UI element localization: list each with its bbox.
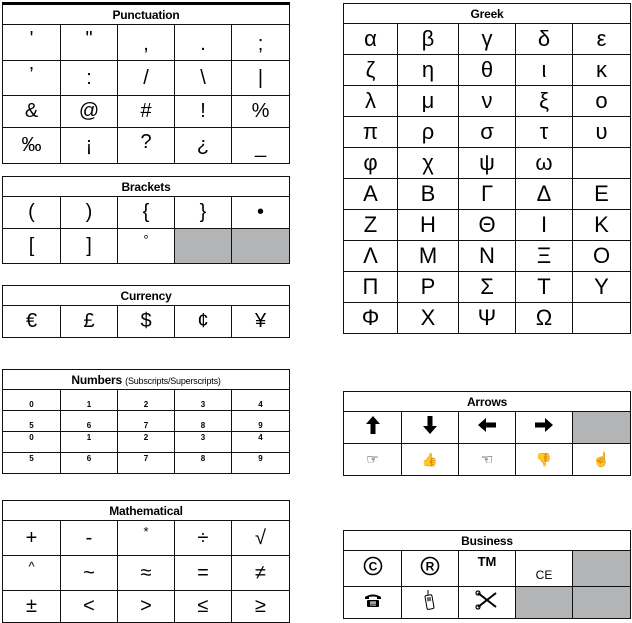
char-equals[interactable]: = (175, 556, 232, 591)
subscript-4[interactable]: 4 (232, 390, 290, 411)
char-right-bracket[interactable]: ] (61, 229, 118, 264)
greek-title: Greek (344, 4, 631, 24)
greek-capital-omicron[interactable]: Ο (573, 241, 631, 272)
subscript-0[interactable]: 0 (3, 390, 61, 411)
char-per-mille[interactable]: ‰ (3, 128, 61, 164)
greek-capital-beta[interactable]: Β (398, 179, 459, 210)
char-euro[interactable]: € (3, 306, 61, 338)
numbers-subtitle: (Subscripts/Superscripts) (125, 375, 221, 386)
greek-capital-gamma[interactable]: Γ (459, 179, 516, 210)
brackets-title: Brackets (3, 177, 290, 197)
registered-icon (420, 556, 440, 576)
greek-gamma[interactable]: γ (459, 24, 516, 55)
thumbs-down-cell[interactable] (516, 444, 573, 476)
char-yen[interactable]: ¥ (232, 306, 290, 338)
char-ce-mark[interactable] (516, 551, 573, 587)
char-exclamation[interactable]: ! (175, 96, 232, 128)
greek-chi[interactable]: χ (398, 148, 459, 179)
greek-psi[interactable]: ψ (459, 148, 516, 179)
business-title: Business (344, 531, 631, 551)
scissors-cell[interactable] (459, 587, 516, 619)
greek-kappa[interactable]: κ (573, 55, 631, 86)
greek-epsilon[interactable]: ε (573, 24, 631, 55)
subscript-5[interactable]: 5 (3, 411, 61, 432)
subscript-6[interactable]: 6 (61, 411, 118, 432)
greek-pi[interactable]: π (344, 117, 398, 148)
char-period[interactable]: . (175, 25, 232, 61)
char-divide[interactable]: ÷ (175, 521, 232, 556)
greek-alpha[interactable]: α (344, 24, 398, 55)
currency-table (2, 285, 290, 338)
greek-capital-upsilon[interactable]: Υ (573, 272, 631, 303)
numbers-title-text: Numbers (71, 372, 122, 387)
empty-cell (573, 148, 631, 179)
char-at[interactable]: @ (61, 96, 118, 128)
superscript-5[interactable]: 5 (3, 453, 61, 474)
char-degree[interactable]: ° (118, 229, 175, 264)
greek-capital-eta[interactable]: Η (398, 210, 459, 241)
greek-capital-mu[interactable]: Μ (398, 241, 459, 272)
greek-capital-sigma[interactable]: Σ (459, 272, 516, 303)
subscript-7[interactable]: 7 (118, 411, 175, 432)
empty-cell (573, 303, 631, 334)
empty-cell (516, 587, 573, 619)
greek-upsilon[interactable]: υ (573, 117, 631, 148)
superscript-4[interactable]: 4 (232, 432, 290, 453)
char-dollar[interactable]: $ (118, 306, 175, 338)
subscript-9[interactable]: 9 (232, 411, 290, 432)
greek-tau[interactable]: τ (516, 117, 573, 148)
greek-capital-zeta[interactable]: Ζ (344, 210, 398, 241)
greek-theta[interactable]: θ (459, 55, 516, 86)
business-table (343, 530, 631, 619)
char-tilde[interactable]: ~ (61, 556, 118, 591)
char-plus[interactable]: + (3, 521, 61, 556)
mathematical-title: Mathematical (3, 501, 290, 521)
superscript-1[interactable]: 1 (61, 432, 118, 453)
superscript-0[interactable]: 0 (3, 432, 61, 453)
char-asterisk[interactable]: * (118, 521, 175, 556)
char-square-root[interactable]: √ (232, 521, 290, 556)
superscript-8[interactable]: 8 (175, 453, 232, 474)
svg-text:C: C (368, 559, 377, 573)
subscript-1[interactable]: 1 (61, 390, 118, 411)
arrow-down-icon (422, 415, 438, 435)
char-double-quote[interactable]: " (61, 25, 118, 61)
greek-eta[interactable]: η (398, 55, 459, 86)
char-less-equal[interactable]: ≤ (175, 591, 232, 623)
arrow-left-cell[interactable] (459, 412, 516, 444)
numbers-title (3, 370, 290, 390)
char-right-paren[interactable]: ) (61, 197, 118, 229)
greek-beta[interactable]: β (398, 24, 459, 55)
char-greater-equal[interactable]: ≥ (232, 591, 290, 623)
hand-point-up-cell[interactable] (573, 444, 631, 476)
char-ampersand[interactable]: & (3, 96, 61, 128)
char-right-single-quote[interactable]: ’ (3, 61, 61, 96)
greek-lambda[interactable]: λ (344, 86, 398, 117)
telephone-icon (364, 592, 382, 608)
mathematical-table (2, 500, 290, 623)
greek-capital-lambda[interactable]: Λ (344, 241, 398, 272)
superscript-2[interactable]: 2 (118, 432, 175, 453)
char-inverted-question[interactable]: ¿ (175, 128, 232, 164)
char-question[interactable]: ? (118, 128, 175, 164)
greek-capital-epsilon[interactable]: Ε (573, 179, 631, 210)
brackets-table (2, 176, 290, 264)
char-greater-than[interactable]: > (118, 591, 175, 623)
char-slash[interactable]: / (118, 61, 175, 96)
greek-capital-rho[interactable]: Ρ (398, 272, 459, 303)
punctuation-title: Punctuation (3, 4, 290, 25)
char-pound[interactable]: £ (61, 306, 118, 338)
subscript-8[interactable]: 8 (175, 411, 232, 432)
char-pipe[interactable]: | (232, 61, 290, 96)
char-right-brace[interactable]: } (175, 197, 232, 229)
arrows-table (343, 391, 631, 476)
char-copyright[interactable] (344, 551, 402, 587)
greek-capital-kappa[interactable]: Κ (573, 210, 631, 241)
char-approx[interactable]: ≈ (118, 556, 175, 591)
hand-point-right-icon: ☞ (366, 451, 379, 467)
char-hash[interactable]: # (118, 96, 175, 128)
char-bullet[interactable]: • (232, 197, 290, 229)
char-percent[interactable]: % (232, 96, 290, 128)
mobile-phone-cell[interactable] (402, 587, 459, 619)
char-apostrophe[interactable]: ' (3, 25, 61, 61)
superscript-9[interactable]: 9 (232, 453, 290, 474)
greek-zeta[interactable]: ζ (344, 55, 398, 86)
greek-capital-alpha[interactable]: Α (344, 179, 398, 210)
char-trademark[interactable]: TM (459, 551, 516, 587)
char-cent[interactable]: ¢ (175, 306, 232, 338)
mobile-phone-icon (423, 589, 437, 611)
greek-sigma[interactable]: σ (459, 117, 516, 148)
scissors-icon (475, 590, 499, 610)
char-inverted-exclamation[interactable]: ¡ (61, 128, 118, 164)
arrow-right-cell[interactable] (516, 412, 573, 444)
telephone-cell[interactable] (344, 587, 402, 619)
hand-point-right-cell[interactable] (344, 444, 402, 476)
char-left-brace[interactable]: { (118, 197, 175, 229)
greek-delta[interactable]: δ (516, 24, 573, 55)
arrow-up-icon (365, 415, 381, 435)
arrows-title: Arrows (344, 392, 631, 412)
greek-capital-theta[interactable]: Θ (459, 210, 516, 241)
subscript-3[interactable]: 3 (175, 390, 232, 411)
empty-cell (175, 229, 232, 264)
char-registered[interactable] (402, 551, 459, 587)
greek-capital-pi[interactable]: Π (344, 272, 398, 303)
greek-capital-psi[interactable]: Ψ (459, 303, 516, 334)
currency-title: Currency (3, 286, 290, 306)
empty-cell (573, 587, 631, 619)
char-not-equal[interactable]: ≠ (232, 556, 290, 591)
hand-point-left-cell[interactable] (459, 444, 516, 476)
char-comma[interactable]: , (118, 25, 175, 61)
greek-omicron[interactable]: ο (573, 86, 631, 117)
greek-omega[interactable]: ω (516, 148, 573, 179)
greek-rho[interactable]: ρ (398, 117, 459, 148)
ce-mark-icon: CE (535, 568, 553, 582)
greek-capital-xi[interactable]: Ξ (516, 241, 573, 272)
subscript-2[interactable]: 2 (118, 390, 175, 411)
greek-mu[interactable]: μ (398, 86, 459, 117)
superscript-3[interactable]: 3 (175, 432, 232, 453)
greek-capital-nu[interactable]: Ν (459, 241, 516, 272)
empty-cell (573, 551, 631, 587)
greek-iota[interactable]: ι (516, 55, 573, 86)
greek-capital-phi[interactable]: Φ (344, 303, 398, 334)
empty-cell (573, 412, 631, 444)
empty-cell (232, 229, 290, 264)
greek-capital-omega[interactable]: Ω (516, 303, 573, 334)
greek-table (343, 3, 631, 334)
hand-point-up-icon: ☝ (592, 451, 611, 467)
char-backslash[interactable]: \ (175, 61, 232, 96)
hand-point-left-icon: ☜ (480, 451, 494, 467)
char-plus-minus[interactable]: ± (3, 591, 61, 623)
char-colon[interactable]: : (61, 61, 118, 96)
superscript-7[interactable]: 7 (118, 453, 175, 474)
greek-nu[interactable]: ν (459, 86, 516, 117)
thumbs-up-icon: 👍 (421, 451, 439, 467)
char-semicolon[interactable]: ; (232, 25, 290, 61)
char-caret[interactable]: ^ (3, 556, 61, 591)
numbers-table (2, 369, 290, 474)
superscript-6[interactable]: 6 (61, 453, 118, 474)
char-left-bracket[interactable]: [ (3, 229, 61, 264)
copyright-icon (363, 556, 383, 576)
greek-capital-chi[interactable]: Χ (398, 303, 459, 334)
thumbs-down-icon: 👎 (535, 451, 553, 467)
greek-capital-iota[interactable]: Ι (516, 210, 573, 241)
char-underscore[interactable]: _ (232, 128, 290, 164)
arrow-down-cell[interactable] (402, 412, 459, 444)
char-left-paren[interactable]: ( (3, 197, 61, 229)
greek-xi[interactable]: ξ (516, 86, 573, 117)
svg-text:R: R (425, 559, 435, 573)
thumbs-up-cell[interactable] (402, 444, 459, 476)
greek-capital-delta[interactable]: Δ (516, 179, 573, 210)
arrow-left-icon (477, 417, 497, 433)
char-less-than[interactable]: < (61, 591, 118, 623)
greek-phi[interactable]: φ (344, 148, 398, 179)
char-minus[interactable]: - (61, 521, 118, 556)
punctuation-table (2, 2, 290, 164)
arrow-right-icon (534, 417, 554, 433)
greek-capital-tau[interactable]: Τ (516, 272, 573, 303)
arrow-up-cell[interactable] (344, 412, 402, 444)
